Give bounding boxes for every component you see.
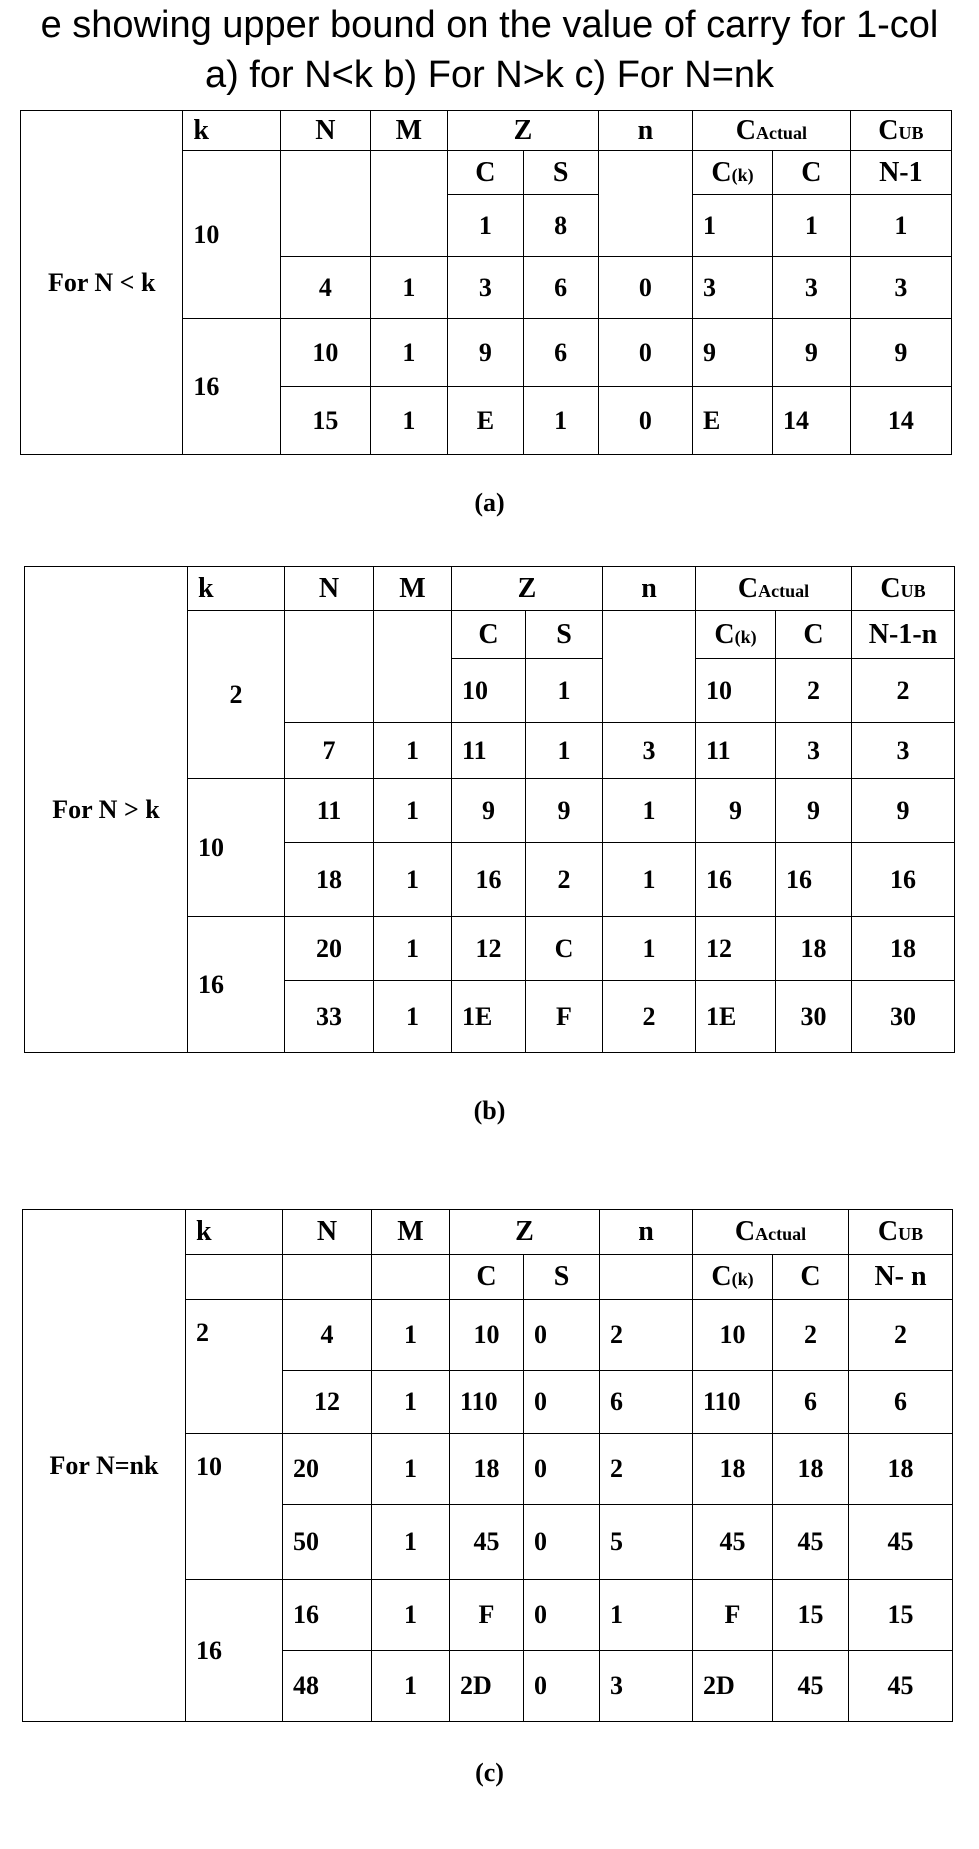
header-n-lower: n <box>600 1210 693 1255</box>
header-c-ub <box>850 111 951 151</box>
cell-n-upper: 33 <box>285 981 374 1053</box>
subheader-c-actual: C <box>773 151 851 195</box>
cell-c: 110 <box>450 1371 524 1434</box>
cell-c: F <box>450 1580 524 1651</box>
cell-m: 1 <box>374 779 452 843</box>
cell-m: 1 <box>374 843 452 917</box>
cell-c: E <box>448 387 523 455</box>
subheader-ck <box>696 611 776 659</box>
cell-n-upper: 4 <box>283 1300 372 1371</box>
header-n-upper: N <box>283 1210 372 1255</box>
subheader-blank <box>283 1255 372 1300</box>
cell-s: 1 <box>526 723 603 779</box>
header-m: M <box>374 567 452 611</box>
cell-c-ub: 16 <box>852 843 955 917</box>
cell-c-actual: 3 <box>773 257 851 319</box>
subheader-blank <box>372 1255 450 1300</box>
cell-c-ub: 3 <box>850 257 951 319</box>
cell-m: 1 <box>374 917 452 981</box>
subheader-ck-sub: (k) <box>731 1269 754 1289</box>
carry-table-b <box>24 566 955 1053</box>
cell-c: 45 <box>450 1505 524 1580</box>
header-c-ub-sub: UB <box>900 580 926 601</box>
subheader-blank <box>281 151 370 257</box>
header-m: M <box>372 1210 450 1255</box>
cell-s: 9 <box>526 779 603 843</box>
subheader-blank <box>603 611 696 723</box>
cell-s: 1 <box>523 387 598 455</box>
cell-c-actual: 18 <box>776 917 852 981</box>
subheader-ub-formula: N-1 <box>850 151 951 195</box>
cell-n-upper: 50 <box>283 1505 372 1580</box>
header-c-actual-main: C <box>734 1216 756 1247</box>
cell-ck: 1 <box>692 195 772 257</box>
group-label: For N=nk <box>23 1210 186 1722</box>
cell-c-actual: 30 <box>776 981 852 1053</box>
cell-m: 1 <box>372 1371 450 1434</box>
cell-ck: 9 <box>692 319 772 387</box>
cell-c-ub: 2 <box>849 1300 953 1371</box>
header-c-actual-main: C <box>737 572 759 604</box>
cell-c-actual: 45 <box>773 1505 849 1580</box>
cell-n-lower: 2 <box>600 1434 693 1505</box>
cell-n-upper: 15 <box>281 387 370 455</box>
k-value: 2 <box>186 1300 283 1434</box>
subheader-c: C <box>450 1255 524 1300</box>
cell-s: 0 <box>524 1651 600 1722</box>
subheader-ck <box>692 151 772 195</box>
header-n-lower: n <box>598 111 692 151</box>
subheader-ck-main: C <box>711 156 732 188</box>
header-k: k <box>186 1210 283 1255</box>
k-value: 16 <box>183 319 281 455</box>
header-c-actual-sub: Actual <box>758 580 810 601</box>
cell-m: 1 <box>374 723 452 779</box>
cell-s: F <box>526 981 603 1053</box>
subheader-blank <box>598 151 692 257</box>
cell-c-actual: 3 <box>776 723 852 779</box>
cell-c-ub: 3 <box>852 723 955 779</box>
cell-c: 1E <box>452 981 526 1053</box>
cell-ck: 3 <box>692 257 772 319</box>
cell-m: 1 <box>370 257 448 319</box>
cell-m: 1 <box>372 1580 450 1651</box>
cell-m: 1 <box>372 1505 450 1580</box>
cell-s: 0 <box>524 1580 600 1651</box>
cell-n-lower: 6 <box>600 1371 693 1434</box>
cell-c-actual: 2 <box>773 1300 849 1371</box>
cell-c: 11 <box>452 723 526 779</box>
header-n-lower: n <box>603 567 696 611</box>
cell-m: 1 <box>370 319 448 387</box>
figure-caption-line-1: e showing upper bound on the value of carry for 1-col <box>40 4 939 46</box>
cell-s: C <box>526 917 603 981</box>
cell-s: 8 <box>523 195 598 257</box>
cell-n-upper: 48 <box>283 1651 372 1722</box>
subheader-ck-main: C <box>714 618 735 650</box>
cell-c: 18 <box>450 1434 524 1505</box>
cell-c-ub: 18 <box>852 917 955 981</box>
cell-c-ub: 14 <box>850 387 951 455</box>
panel-label-c: (c) <box>475 1758 504 1787</box>
cell-c-ub: 45 <box>849 1651 953 1722</box>
cell-ck: F <box>693 1580 773 1651</box>
cell-m: 1 <box>372 1434 450 1505</box>
cell-ck: 10 <box>693 1300 773 1371</box>
cell-c-ub: 6 <box>849 1371 953 1434</box>
cell-n-upper: 4 <box>281 257 370 319</box>
cell-m: 1 <box>374 981 452 1053</box>
carry-table-c <box>22 1209 953 1722</box>
cell-c: 10 <box>452 659 526 723</box>
header-c-ub-sub: UB <box>898 122 924 143</box>
cell-s: 1 <box>526 659 603 723</box>
header-c-actual-main: C <box>735 114 756 146</box>
subheader-c-actual: C <box>773 1255 849 1300</box>
cell-c: 10 <box>450 1300 524 1371</box>
header-c-actual <box>693 1210 849 1255</box>
figure-caption-line-2: a) for N<k b) For N>k c) For N=nk <box>204 54 775 96</box>
cell-c-ub: 1 <box>850 195 951 257</box>
cell-m: 1 <box>370 387 448 455</box>
cell-n-upper: 20 <box>283 1434 372 1505</box>
header-c-ub-main: C <box>878 114 899 146</box>
cell-c: 3 <box>448 257 523 319</box>
cell-c-ub: 30 <box>852 981 955 1053</box>
header-c-ub-main: C <box>880 572 901 604</box>
cell-s: 6 <box>523 319 598 387</box>
cell-c: 16 <box>452 843 526 917</box>
cell-c: 9 <box>448 319 523 387</box>
cell-ck: 1E <box>696 981 776 1053</box>
cell-n-lower: 1 <box>603 779 696 843</box>
cell-c-actual: 1 <box>773 195 851 257</box>
header-c-actual-sub: Actual <box>755 122 807 143</box>
cell-n-upper: 20 <box>285 917 374 981</box>
cell-m: 1 <box>372 1300 450 1371</box>
subheader-ck-main: C <box>711 1261 732 1292</box>
cell-n-lower: 0 <box>598 257 692 319</box>
header-c-ub-sub: UB <box>898 1224 924 1244</box>
cell-n-lower: 1 <box>603 843 696 917</box>
cell-n-upper: 16 <box>283 1580 372 1651</box>
cell-ck: 110 <box>693 1371 773 1434</box>
subheader-s: S <box>523 151 598 195</box>
cell-n-upper: 18 <box>285 843 374 917</box>
cell-ck: 2D <box>693 1651 773 1722</box>
cell-c-actual: 18 <box>773 1434 849 1505</box>
header-m: M <box>370 111 448 151</box>
header-c-ub <box>852 567 955 611</box>
header-c-ub-main: C <box>877 1216 899 1247</box>
cell-n-lower: 2 <box>600 1300 693 1371</box>
cell-c-ub: 9 <box>850 319 951 387</box>
subheader-blank <box>186 1255 283 1300</box>
cell-n-lower: 5 <box>600 1505 693 1580</box>
subheader-blank <box>600 1255 693 1300</box>
cell-ck: 18 <box>693 1434 773 1505</box>
header-k: k <box>188 567 285 611</box>
cell-s: 0 <box>524 1505 600 1580</box>
cell-c-actual: 2 <box>776 659 852 723</box>
k-value: 16 <box>188 917 285 1053</box>
cell-c: 2D <box>450 1651 524 1722</box>
cell-ck: 11 <box>696 723 776 779</box>
subheader-ck-sub: (k) <box>734 626 757 647</box>
cell-ck: 45 <box>693 1505 773 1580</box>
header-k: k <box>183 111 281 151</box>
cell-n-lower: 0 <box>598 387 692 455</box>
header-n-upper: N <box>285 567 374 611</box>
cell-c-ub: 15 <box>849 1580 953 1651</box>
cell-c-actual: 9 <box>773 319 851 387</box>
cell-n-lower: 1 <box>600 1580 693 1651</box>
header-z: Z <box>450 1210 600 1255</box>
cell-n-upper: 12 <box>283 1371 372 1434</box>
cell-c-actual: 9 <box>776 779 852 843</box>
subheader-s: S <box>524 1255 600 1300</box>
subheader-ck-sub: (k) <box>731 164 754 185</box>
cell-c-ub: 45 <box>849 1505 953 1580</box>
k-value: 10 <box>183 151 281 319</box>
cell-n-upper: 7 <box>285 723 374 779</box>
subheader-ub-formula: N-1-n <box>852 611 955 659</box>
subheader-c-actual: C <box>776 611 852 659</box>
cell-n-lower: 1 <box>603 917 696 981</box>
cell-c: 12 <box>452 917 526 981</box>
cell-n-lower: 2 <box>603 981 696 1053</box>
cell-c-ub: 9 <box>852 779 955 843</box>
panel-label-b: (b) <box>473 1096 506 1125</box>
subheader-ck <box>693 1255 773 1300</box>
subheader-blank <box>374 611 452 723</box>
cell-ck: 10 <box>696 659 776 723</box>
subheader-blank <box>285 611 374 723</box>
k-value: 10 <box>188 779 285 917</box>
cell-m: 1 <box>372 1651 450 1722</box>
cell-c-actual: 16 <box>776 843 852 917</box>
cell-c: 1 <box>448 195 523 257</box>
cell-c-actual: 6 <box>773 1371 849 1434</box>
header-z: Z <box>452 567 603 611</box>
subheader-c: C <box>448 151 523 195</box>
group-label: For N < k <box>21 111 183 455</box>
cell-c-actual: 14 <box>773 387 851 455</box>
panel-label-a: (a) <box>474 488 505 517</box>
header-c-actual-sub: Actual <box>755 1224 807 1244</box>
cell-c-ub: 2 <box>852 659 955 723</box>
carry-table-a <box>20 110 952 455</box>
cell-n-lower: 0 <box>598 319 692 387</box>
cell-c-actual: 15 <box>773 1580 849 1651</box>
header-c-ub <box>849 1210 953 1255</box>
cell-s: 0 <box>524 1371 600 1434</box>
cell-ck: E <box>692 387 772 455</box>
group-label: For N > k <box>25 567 188 1053</box>
header-c-actual <box>696 567 852 611</box>
cell-ck: 12 <box>696 917 776 981</box>
cell-n-lower: 3 <box>600 1651 693 1722</box>
header-z: Z <box>448 111 599 151</box>
k-value: 10 <box>186 1434 283 1580</box>
subheader-blank <box>370 151 448 257</box>
cell-n-upper: 10 <box>281 319 370 387</box>
cell-s: 0 <box>524 1434 600 1505</box>
subheader-s: S <box>526 611 603 659</box>
cell-ck: 9 <box>696 779 776 843</box>
k-value: 16 <box>186 1580 283 1722</box>
header-n-upper: N <box>281 111 370 151</box>
k-value: 2 <box>188 611 285 779</box>
cell-c-ub: 18 <box>849 1434 953 1505</box>
cell-c: 9 <box>452 779 526 843</box>
cell-s: 0 <box>524 1300 600 1371</box>
header-c-actual <box>692 111 850 151</box>
subheader-c: C <box>452 611 526 659</box>
cell-s: 6 <box>523 257 598 319</box>
cell-n-upper: 11 <box>285 779 374 843</box>
subheader-ub-formula: N- n <box>849 1255 953 1300</box>
cell-n-lower: 3 <box>603 723 696 779</box>
cell-ck: 16 <box>696 843 776 917</box>
cell-c-actual: 45 <box>773 1651 849 1722</box>
cell-s: 2 <box>526 843 603 917</box>
